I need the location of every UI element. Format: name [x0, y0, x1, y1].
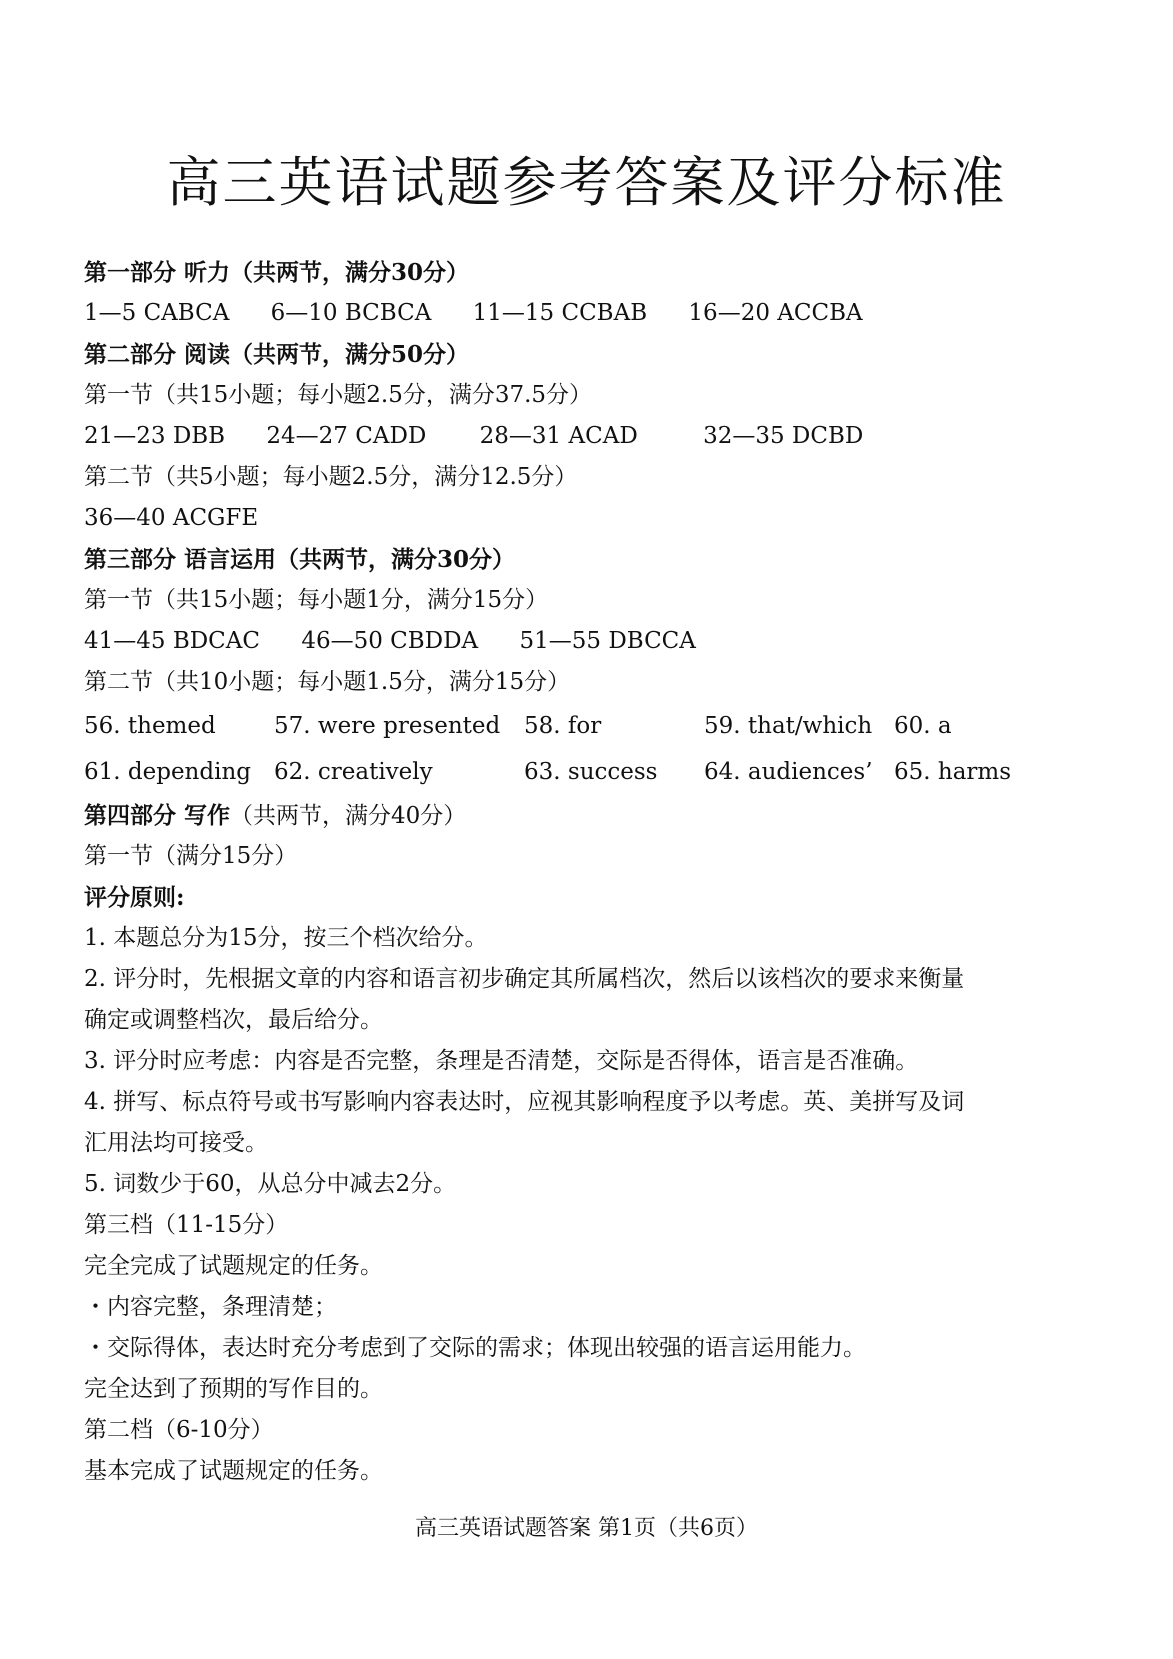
- fill-answer: 64. audiences’: [704, 759, 873, 785]
- tier2-heading: 第二档（6-10分）: [84, 1417, 274, 1443]
- rule-3: 3. 评分时应考虑：内容是否完整，条理是否清楚，交际是否得体，语言是否准确。: [84, 1048, 919, 1074]
- fill-answer: 61. depending: [84, 759, 251, 785]
- part4-heading-detail: （共两节，满分40分）: [230, 803, 467, 829]
- part4-heading: [84, 795, 1084, 836]
- part4-sec1-heading: 第一节（满分15分）: [84, 843, 298, 869]
- fill-answer: 65. harms: [894, 759, 1012, 785]
- part4-heading-title: 第四部分 写作: [84, 802, 231, 829]
- part2-sec2-heading: 第二节（共5小题；每小题2.5分，满分12.5分）: [84, 464, 578, 490]
- part3-sec2-heading: 第二节（共10小题；每小题1.5分，满分15分）: [84, 669, 571, 695]
- part1-heading: 第一部分 听力（共两节，满分30分）: [84, 259, 470, 286]
- tier3-line: 完全达到了预期的写作目的。: [84, 1376, 383, 1402]
- answer-group: 16—20 ACCBA: [688, 300, 863, 326]
- fill-answer: 59. that/which: [704, 713, 873, 739]
- fill-answer: 62. creatively: [274, 759, 433, 785]
- answer-group: 1—5 CABCA: [84, 300, 230, 326]
- answer-group: 6—10 BCBCA: [270, 300, 432, 326]
- tier3-line: 完全完成了试题规定的任务。: [84, 1253, 383, 1279]
- fill-answer: 63. success: [524, 759, 658, 785]
- answer-group: 32—35 DCBD: [703, 423, 864, 449]
- fill-answer: 58. for: [524, 713, 602, 739]
- part1-answers: [84, 293, 1084, 334]
- page-title: 高三英语试题参考答案及评分标准: [166, 151, 1007, 214]
- tier3-line: ・交际得体，表达时充分考虑到了交际的需求；体现出较强的语言运用能力。: [84, 1335, 866, 1361]
- fill-answer: 57. were presented: [274, 713, 501, 739]
- tier2-line: 基本完成了试题规定的任务。: [84, 1458, 383, 1484]
- answer-group: 46—50 CBDDA: [301, 628, 479, 654]
- answer-group: 24—27 CADD: [266, 423, 427, 449]
- content-body: [84, 252, 1084, 1492]
- rule-2: 2. 评分时，先根据文章的内容和语言初步确定其所属档次，然后以该档次的要求来衡量确定或调整档次，最后给分。: [84, 966, 965, 1033]
- part3-heading: 第三部分 语言运用（共两节，满分30分）: [84, 546, 516, 573]
- part3-sec1-heading: 第一节（共15小题；每小题1分，满分15分）: [84, 587, 549, 613]
- fill-answer: 60. a: [894, 713, 952, 739]
- fill-answers-row-2: [84, 749, 1084, 795]
- page-footer: 高三英语试题答案 第1页（共6页）: [415, 1516, 758, 1541]
- part2-sec1-answers: [84, 416, 1084, 457]
- part2-heading: 第二部分 阅读（共两节，满分50分）: [84, 341, 470, 368]
- fill-answer: 56. themed: [84, 713, 216, 739]
- answer-group: 41—45 BDCAC: [84, 628, 260, 654]
- tier3-line: ・内容完整，条理清楚；: [84, 1294, 337, 1320]
- answer-group: 28—31 ACAD: [479, 423, 638, 449]
- answer-group: 51—55 DBCCA: [519, 628, 696, 654]
- part2-sec1-heading: 第一节（共15小题；每小题2.5分，满分37.5分）: [84, 382, 593, 408]
- rule-5: 5. 词数少于60，从总分中减去2分。: [84, 1171, 457, 1197]
- rule-4: 4. 拼写、标点符号或书写影响内容表达时，应视其影响程度予以考虑。英、美拼写及词汇用法均可接受。: [84, 1089, 965, 1156]
- rule-1: 1. 本题总分为15分，按三个档次给分。: [84, 925, 488, 951]
- part2-sec2-answers: 36—40 ACGFE: [84, 505, 259, 531]
- answer-group: 21—23 DBB: [84, 423, 226, 449]
- fill-answers-row-1: [84, 703, 1084, 749]
- part3-sec1-answers: [84, 621, 1084, 662]
- principles-label: 评分原则:: [84, 884, 185, 911]
- answer-group: 11—15 CCBAB: [472, 300, 648, 326]
- tier3-heading: 第三档（11-15分）: [84, 1212, 289, 1238]
